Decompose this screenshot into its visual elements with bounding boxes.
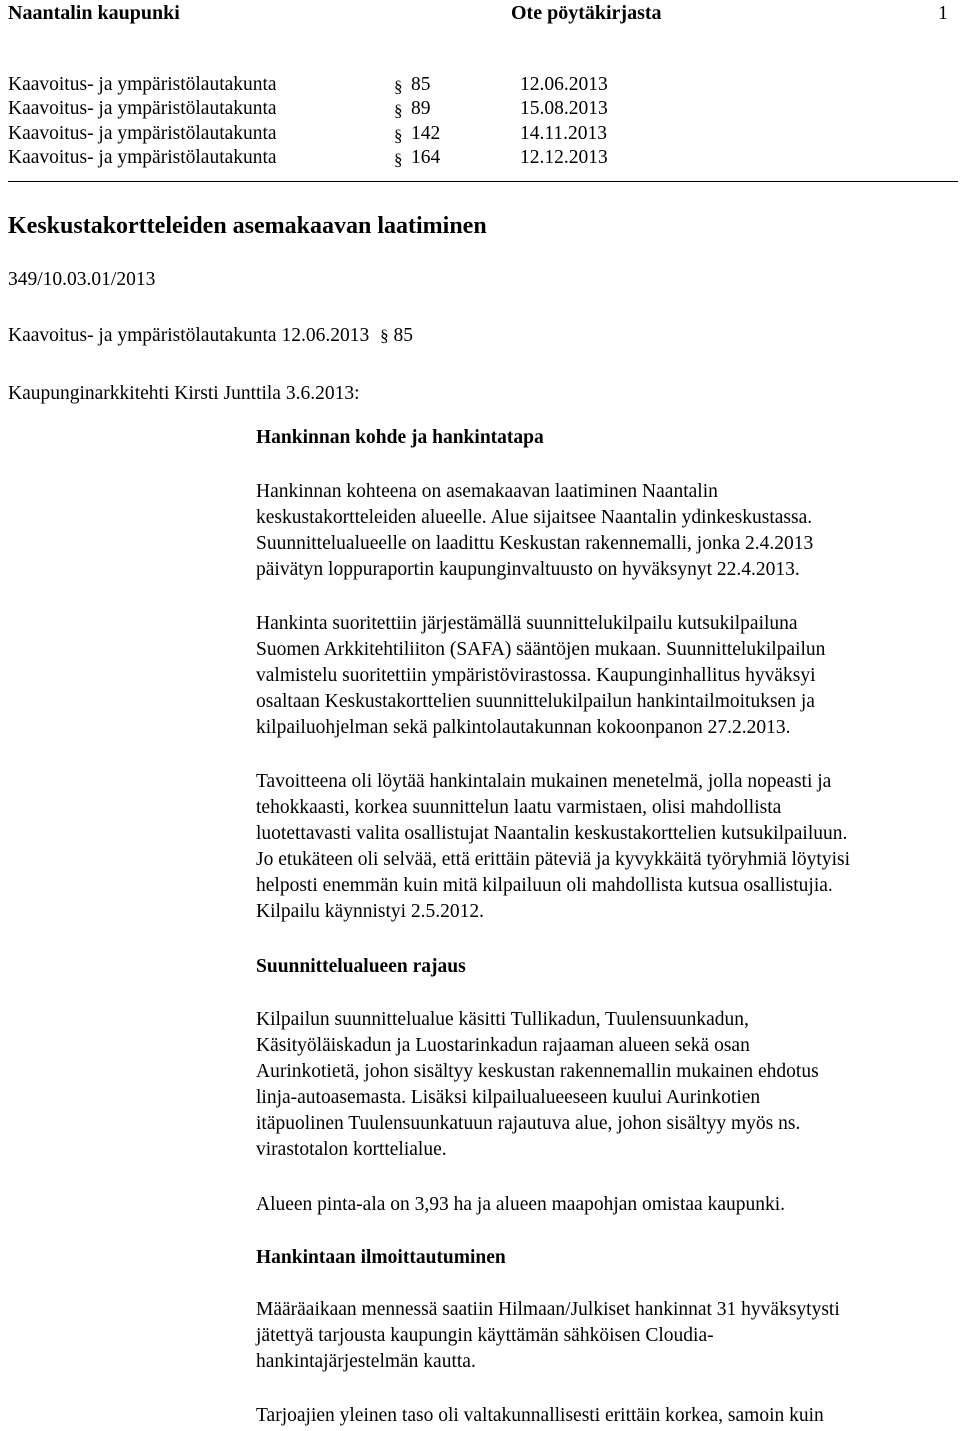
meeting-row <box>8 121 958 145</box>
section-sign: § <box>380 326 389 345</box>
section-heading-hankinta: Hankinnan kohde ja hankintatapa <box>256 427 544 448</box>
text-line: Hankinta suoritettiin järjestämällä suunnittelukilpailu kutsukilpailuna <box>256 613 798 634</box>
paragraph <box>256 1007 956 1163</box>
section-heading-rajaus: Suunnittelualueen rajaus <box>256 956 466 977</box>
text-line: luotettavasti valita osallistujat Naantalin keskustakorttelien kutsukilpailuun. <box>256 823 848 844</box>
text-line: tehokkaasti, korkea suunnittelun laatu varmistaen, olisi mahdollista <box>256 797 782 818</box>
text-line: Suunnittelualueelle on laadittu Keskustan rakennemalli, jonka 2.4.2013 <box>256 533 814 554</box>
text-line: keskustakortteleiden alueelle. Alue sijaitsee Naantalin ydinkeskustassa. <box>256 507 813 528</box>
text-line: Käsityöläiskadun ja Luostarinkadun rajaaman alueen sekä osan <box>256 1035 750 1056</box>
text-line: Alueen pinta-ala on 3,93 ha ja alueen maapohjan omistaa kaupunki. <box>256 1194 786 1215</box>
text-line: Tavoitteena oli löytää hankintalain mukainen menetelmä, jolla nopeasti ja <box>256 771 832 792</box>
meeting-section-number: 164 <box>411 146 441 168</box>
meeting-section-number: 142 <box>411 122 441 144</box>
page-title: Keskustakortteleiden asemakaavan laatiminen <box>8 213 487 239</box>
paragraph <box>256 769 956 925</box>
text-line: helposti enemmän kuin mitä kilpailuun oli mahdollista kutsua osallistujia. <box>256 875 833 896</box>
meeting-list <box>8 72 958 169</box>
text-line: päivätyn loppuraportin kaupunginvaltuusto on hyväksynyt 22.4.2013. <box>256 559 800 580</box>
text-line: Tarjoajien yleinen taso oli valtakunnallisesti erittäin korkea, samoin kuin <box>256 1405 824 1426</box>
text-line: linja-autoasemasta. Lisäksi kilpailualueeseen kuului Aurinkotien <box>256 1087 761 1108</box>
text-line: Aurinkotietä, johon sisältyy keskustan rakennemallin mukainen ehdotus <box>256 1061 819 1082</box>
section-sign: § <box>394 101 403 121</box>
meeting-date: 14.11.2013 <box>520 122 608 144</box>
presenter-line: Kaupunginarkkitehti Kirsti Junttila 3.6.2013: <box>8 383 360 404</box>
section-sign: § <box>394 77 403 96</box>
text-line: Jo etukäteen oli selvää, että erittäin päteviä ja kyvykkäitä työryhmiä löytyisi <box>256 849 851 870</box>
text-line: Suomen Arkkitehtiliiton (SAFA) sääntöjen mukaan. Suunnittelukilpailun <box>256 639 826 660</box>
text-line: Kilpailun suunnittelualue käsitti Tullikadun, Tuulensuunkadun, <box>256 1009 749 1030</box>
text-line: Määräaikaan mennessä saatiin Hilmaan/Julkiset hankinnat 31 hyväksytysti <box>256 1299 840 1320</box>
paragraph <box>256 1403 956 1429</box>
text-line: itäpuolinen Tuulensuunkatuun rajautuva alue, johon sisältyy myös ns. <box>256 1113 801 1134</box>
text-line: osaltaan Keskustakorttelien suunnittelukilpailun hankintailmoituksen ja <box>256 691 815 712</box>
section-sign: § <box>394 125 403 145</box>
organization-name: Naantalin kaupunki <box>8 2 180 24</box>
section-sign: § <box>394 149 403 169</box>
paragraph <box>256 1192 956 1218</box>
paragraph <box>256 1297 956 1375</box>
page-header <box>0 0 960 26</box>
meeting-body: Kaavoitus- ja ympäristölautakunta <box>8 98 277 120</box>
paragraph <box>256 479 956 583</box>
text-line: hankintajärjestelmän kautta. <box>256 1351 476 1372</box>
text-line: virastotalon korttelialue. <box>256 1139 447 1160</box>
meeting-row <box>8 72 958 96</box>
meeting-date: 15.08.2013 <box>520 98 608 120</box>
meeting-row <box>8 145 958 169</box>
text-line: Hankinnan kohteena on asemakaavan laatiminen Naantalin <box>256 481 718 502</box>
current-meeting-text: Kaavoitus- ja ympäristölautakunta 12.06.2013 <box>8 325 370 346</box>
meeting-body: Kaavoitus- ja ympäristölautakunta <box>8 122 277 144</box>
text-line: jätettyä tarjousta kaupungin käyttämän sähköisen Cloudia- <box>256 1325 714 1346</box>
paragraph <box>256 611 956 741</box>
current-meeting-line <box>8 323 413 349</box>
meeting-body: Kaavoitus- ja ympäristölautakunta <box>8 146 277 168</box>
meeting-section-number: 89 <box>411 98 431 120</box>
meeting-date: 12.12.2013 <box>520 146 608 168</box>
section-heading-ilmoittautuminen: Hankintaan ilmoittautuminen <box>256 1247 506 1268</box>
meeting-body: Kaavoitus- ja ympäristölautakunta <box>8 74 277 95</box>
meeting-row <box>8 96 958 120</box>
document-type: Ote pöytäkirjasta <box>511 2 662 24</box>
header-divider <box>8 181 958 182</box>
text-line: kilpailuohjelman sekä palkintolautakunnan kokoonpanon 27.2.2013. <box>256 717 791 738</box>
meeting-date: 12.06.2013 <box>520 74 608 95</box>
text-line: valmistelu suoritettiin ympäristövirastossa. Kaupunginhallitus hyväksyi <box>256 665 816 686</box>
meeting-section-number: 85 <box>411 74 431 95</box>
current-meeting-section-number: 85 <box>393 325 413 346</box>
text-line: Kilpailu käynnistyi 2.5.2012. <box>256 901 485 922</box>
page-number: 1 <box>938 2 948 24</box>
case-number: 349/10.03.01/2013 <box>8 269 156 290</box>
